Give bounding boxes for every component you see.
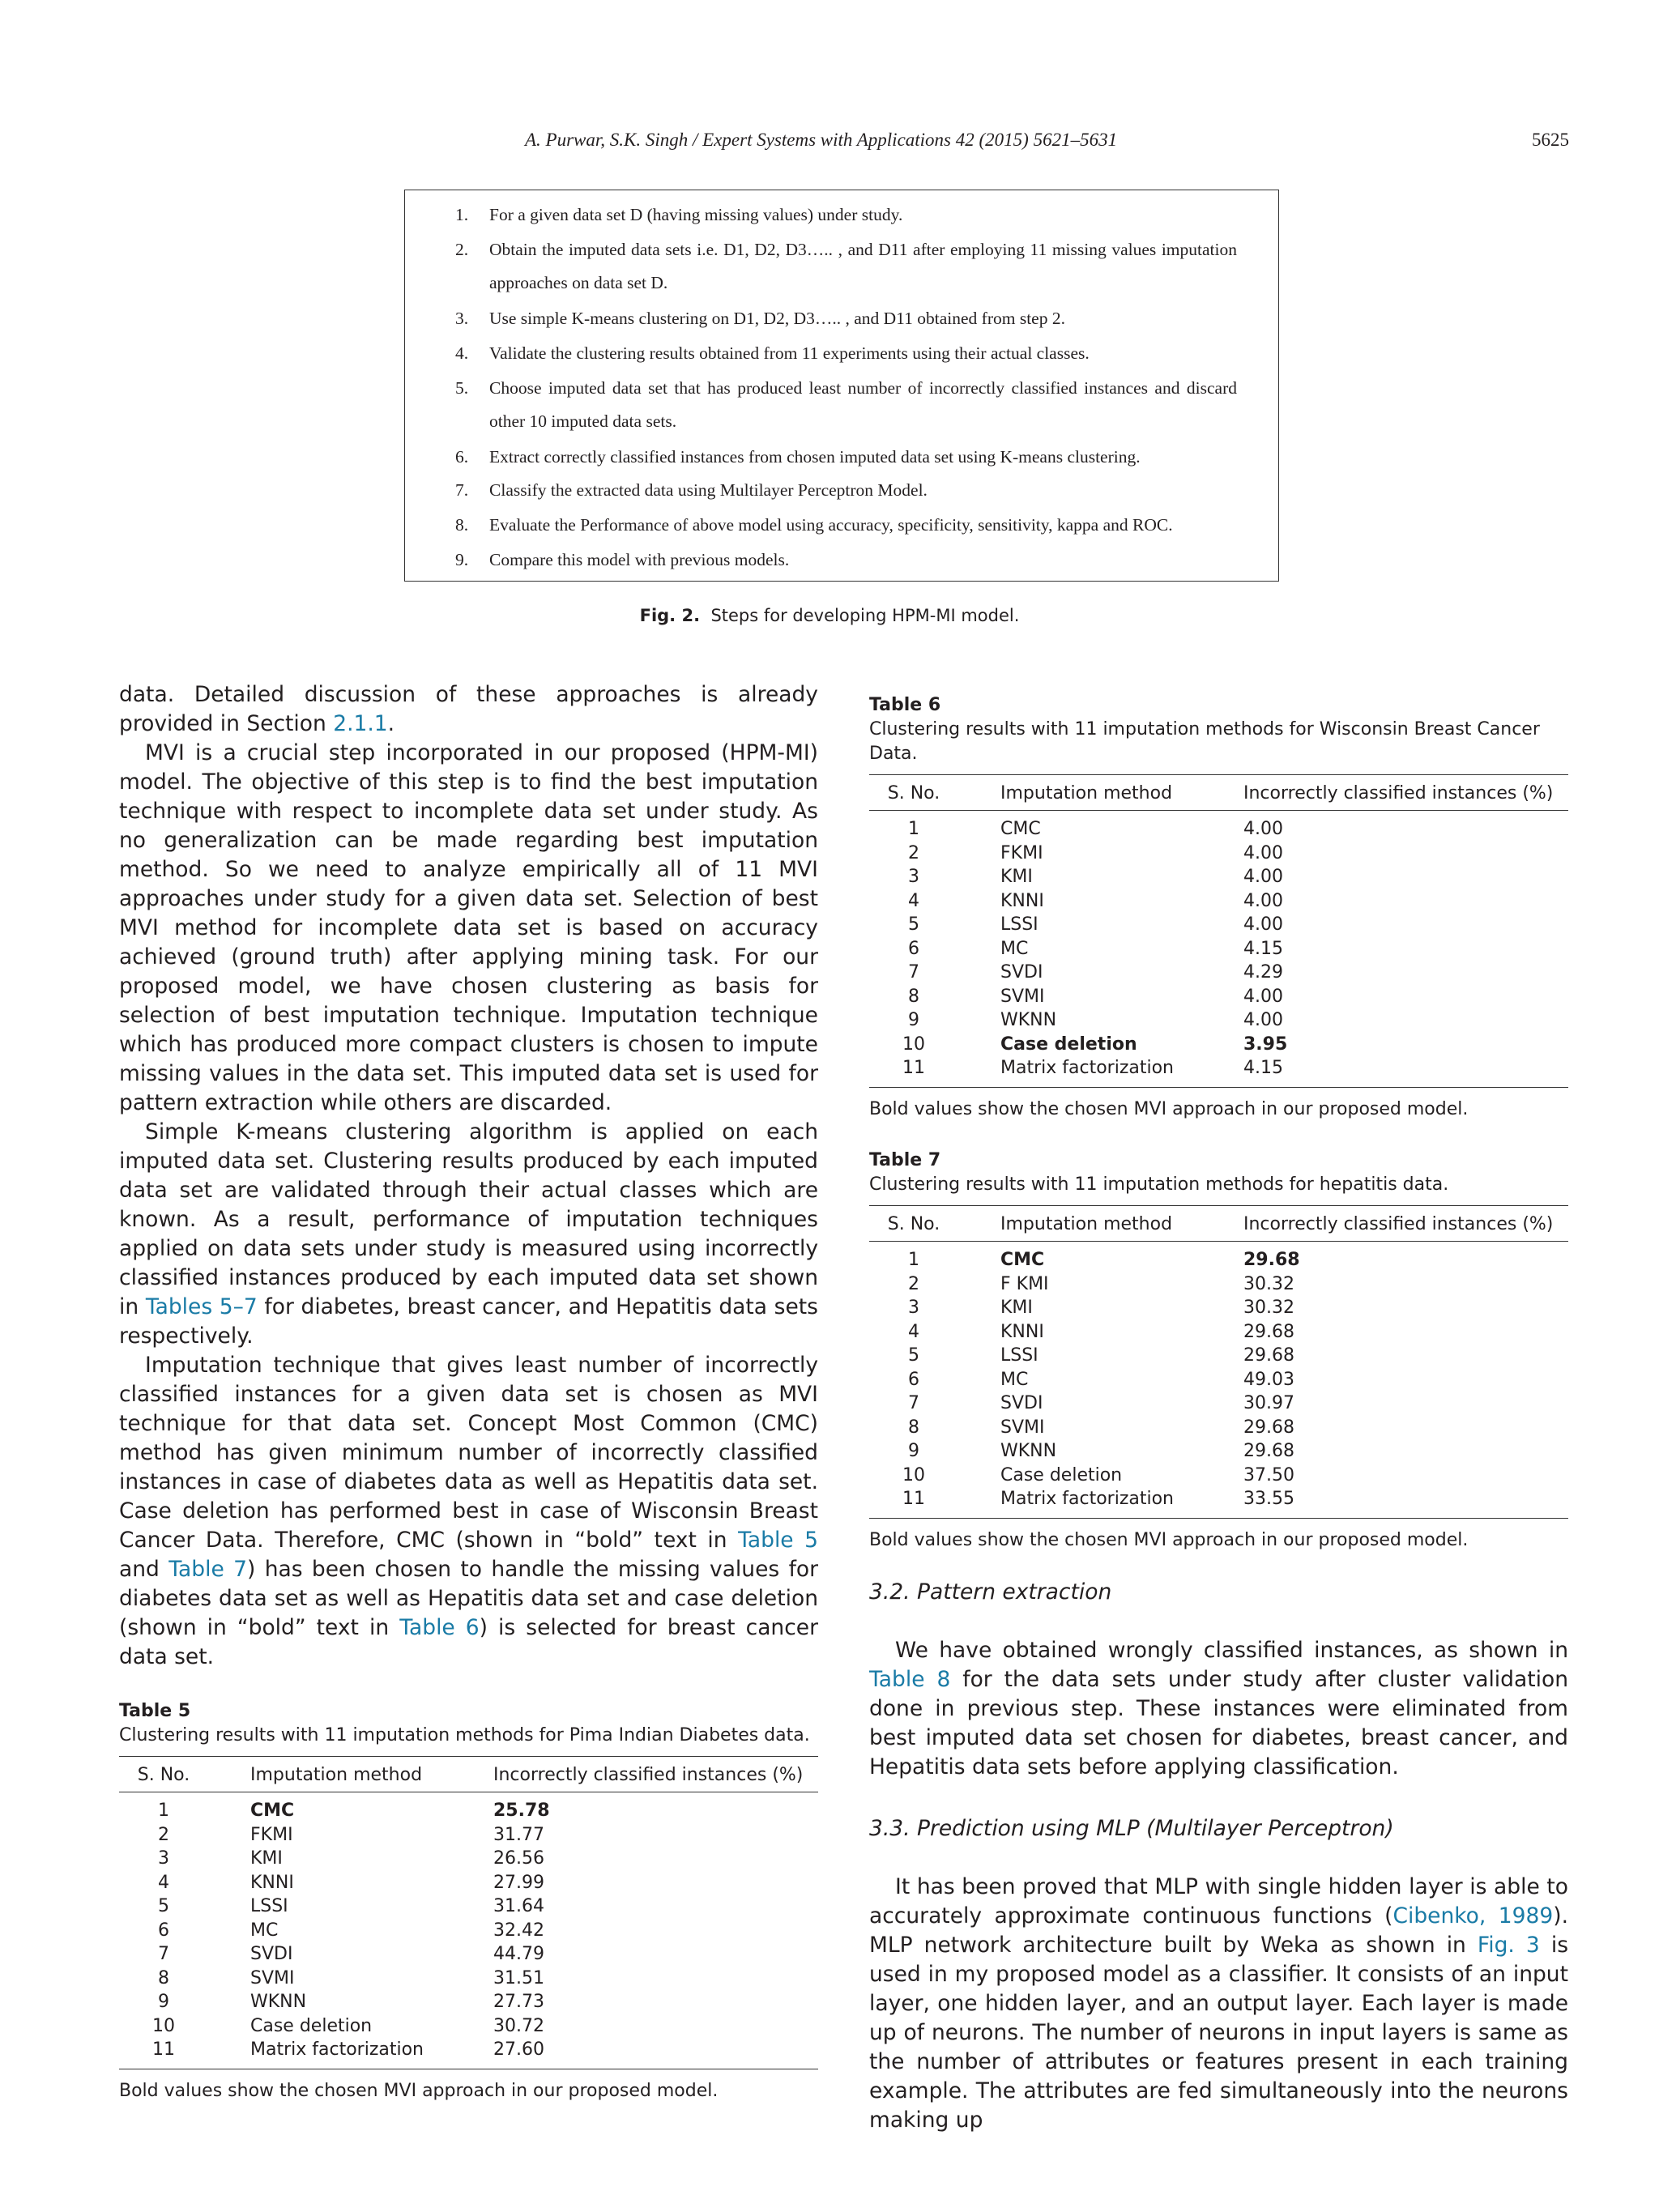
- step-number: 7.: [455, 480, 469, 500]
- incorrect-percent: 30.97: [1243, 1393, 1294, 1413]
- row-number: 4: [908, 1321, 919, 1342]
- row-number: 11: [119, 2038, 208, 2069]
- imputation-method: MC: [1000, 938, 1029, 959]
- results-table: [869, 1205, 1568, 1519]
- incorrect-percent: 4.00: [1243, 842, 1283, 863]
- table-caption: Clustering results with 11 imputation methods for Pima Indian Diabetes data.: [119, 1725, 810, 1745]
- incorrect-percent: 4.00: [1243, 890, 1283, 911]
- incorrect-percent: 4.00: [1243, 914, 1283, 935]
- table-row: [869, 1033, 1568, 1057]
- incorrect-percent: 29.68: [1243, 1417, 1294, 1438]
- table-row: [869, 1392, 1568, 1416]
- row-number: 9: [158, 1992, 169, 2012]
- step-number: 2.: [455, 240, 469, 259]
- incorrect-percent: 31.51: [493, 1967, 544, 1988]
- imputation-method: LSSI: [1000, 1345, 1038, 1366]
- step-text: Evaluate the Performance of above model using accuracy, specificity, sensitivity, kappa and ROC.: [489, 515, 1173, 535]
- table-row: [869, 811, 1568, 842]
- col-header: S. No.: [869, 1206, 958, 1242]
- imputation-method: KNNI: [250, 1872, 294, 1893]
- row-number: 2: [908, 842, 919, 863]
- table-body: [119, 1792, 818, 2069]
- step-text: Obtain the imputed data sets i.e. D1, D2, D3….. , and D11 after employing 11 missing values imputation approaches on data set D.: [489, 240, 1237, 292]
- table-row: [869, 865, 1568, 889]
- table-5: [119, 1699, 818, 2103]
- table-row: [869, 1056, 1568, 1087]
- incorrect-percent: 29.68: [1243, 1250, 1300, 1270]
- table-body: [869, 811, 1568, 1088]
- row-number: 7: [908, 1393, 919, 1413]
- paragraph: data. Detailed discussion of these approaches is already provided in Section 2.1.1.: [119, 682, 818, 736]
- imputation-method: CMC: [250, 1801, 295, 1821]
- table-row: [119, 1823, 818, 1848]
- imputation-method: WKNN: [250, 1992, 307, 2012]
- row-number: 8: [158, 1967, 169, 1988]
- table-note: Bold values show the chosen MVI approach in our proposed model.: [869, 1529, 1469, 1550]
- step-text: For a given data set D (having missing values) under study.: [489, 205, 903, 224]
- table-note: Bold values show the chosen MVI approach in our proposed model.: [119, 2080, 719, 2101]
- imputation-method: Case deletion: [1000, 1464, 1123, 1485]
- incorrect-percent: 32.42: [493, 1920, 544, 1941]
- running-header: A. Purwar, S.K. Singh / Expert Systems with Applications 42 (2015) 5621–5631: [525, 130, 1118, 150]
- row-number: 9: [908, 1441, 919, 1461]
- col-header: Incorrectly classified instances (%): [1243, 775, 1568, 811]
- incorrect-percent: 31.77: [493, 1824, 544, 1845]
- imputation-method: F KMI: [1000, 1273, 1049, 1294]
- row-number: 8: [908, 986, 919, 1007]
- table-row: [869, 985, 1568, 1009]
- step-3: [455, 302, 1237, 335]
- table-6: [869, 693, 1568, 1122]
- imputation-method: SVDI: [250, 1944, 293, 1964]
- step-7: [455, 474, 1237, 507]
- imputation-method: FKMI: [250, 1824, 293, 1845]
- step-1: [455, 198, 1237, 232]
- page-number: 5625: [1532, 130, 1569, 150]
- row-number: 6: [158, 1920, 169, 1941]
- step-9: [455, 543, 1237, 577]
- col-header: S. No.: [869, 775, 958, 811]
- imputation-method: KMI: [1000, 867, 1033, 887]
- imputation-method: SVMI: [1000, 986, 1045, 1007]
- incorrect-percent: 4.00: [1243, 1010, 1283, 1030]
- table-row: [119, 1990, 818, 2014]
- imputation-method: Matrix factorization: [958, 1056, 1243, 1087]
- table-row: [869, 1242, 1568, 1272]
- step-text: Use simple K-means clustering on D1, D2, D3….. , and D11 obtained from step 2.: [489, 309, 1065, 328]
- table-row: [869, 1464, 1568, 1488]
- table-row: [119, 1942, 818, 1967]
- paragraph: MVI is a crucial step incorporated in our proposed (HPM-MI) model. The objective of this step is to find the best imputation technique with respect to incomplete data set under study. As no generalization can be made regarding best imputation method. So we need to analyze empirically all of 11 MVI approaches under study for a given data set. Selection of best MVI method for incomplete data set is based on accuracy achieved (ground truth) after applying mining task. For our proposed model, we have chosen clustering as basis for selection of best imputation technique. Imputation technique which has produced more compact clusters is chosen to impute missing values in the data set. This imputed data set is used for pattern extraction while others are discarded.: [119, 740, 818, 1115]
- table-label: Table 5: [119, 1701, 191, 1721]
- row-number: 10: [152, 2015, 175, 2036]
- col-header: Imputation method: [958, 1206, 1243, 1242]
- table-row: [869, 961, 1568, 985]
- table-row: [119, 1919, 818, 1943]
- right-column-text: [869, 1578, 1568, 2135]
- col-header: S. No.: [119, 1757, 208, 1792]
- row-number: 1: [158, 1801, 169, 1821]
- row-number: 7: [158, 1944, 169, 1964]
- row-number: 5: [158, 1896, 169, 1916]
- imputation-method: MC: [250, 1920, 279, 1941]
- table-row: [119, 1847, 818, 1871]
- imputation-method: KMI: [250, 1848, 283, 1869]
- incorrect-percent: 30.72: [493, 2015, 544, 2036]
- incorrect-percent: 33.55: [1243, 1487, 1568, 1518]
- imputation-method: MC: [1000, 1369, 1029, 1390]
- figure-label: Fig. 2.: [639, 606, 701, 625]
- table-row: [119, 1871, 818, 1895]
- imputation-method: CMC: [1000, 819, 1041, 839]
- section-link[interactable]: 2.1.1: [333, 711, 388, 736]
- incorrect-percent: 26.56: [493, 1848, 544, 1869]
- row-number: 4: [908, 890, 919, 911]
- incorrect-percent: 4.00: [1243, 986, 1283, 1007]
- imputation-method: KNNI: [1000, 1321, 1044, 1342]
- imputation-method: SVDI: [1000, 1393, 1043, 1413]
- imputation-method: WKNN: [1000, 1010, 1057, 1030]
- incorrect-percent: 25.78: [493, 1801, 550, 1821]
- row-number: 2: [158, 1824, 169, 1845]
- table-caption: Clustering results with 11 imputation methods for hepatitis data.: [869, 1174, 1449, 1195]
- row-number: 1: [908, 819, 919, 839]
- table7-link[interactable]: Table 7: [168, 1557, 247, 1582]
- step-text: Compare this model with previous models.: [489, 550, 790, 569]
- table-row: [869, 1320, 1568, 1345]
- table-row: [869, 842, 1568, 866]
- imputation-method: SVMI: [250, 1967, 295, 1988]
- step-text: Validate the clustering results obtained from 11 experiments using their actual classes.: [489, 343, 1090, 363]
- results-table: [869, 774, 1568, 1088]
- table-caption: Clustering results with 11 imputation methods for Wisconsin Breast Cancer Data.: [869, 719, 1540, 764]
- figure3-link[interactable]: Fig. 3: [1477, 1933, 1540, 1958]
- row-number: 10: [902, 1034, 925, 1055]
- incorrect-percent: 4.00: [1243, 819, 1283, 839]
- step-number: 1.: [455, 205, 469, 224]
- row-number: 3: [158, 1848, 169, 1869]
- results-table: [119, 1756, 818, 2069]
- incorrect-percent: 30.32: [1243, 1273, 1294, 1294]
- step-5: [455, 372, 1237, 438]
- step-8: [455, 509, 1237, 542]
- paragraph: It has been proved that MLP with single hidden layer is able to accurately approximate continuous functions (Cibenko, 1989). MLP network architecture built by Weka as shown in Fig. 3 is used in my proposed model as a classifier. It consists of an input layer, one hidden layer, and an output layer. Each layer is made up of neurons. The number of neurons in input layers is same as the number of attributes or features present in each training example. The attributes are fed simultaneously into the neurons making up: [869, 1874, 1568, 2133]
- step-number: 3.: [455, 309, 469, 328]
- table-7: [869, 1149, 1568, 1553]
- step-2: [455, 233, 1237, 300]
- incorrect-percent: 27.73: [493, 1992, 544, 2012]
- row-number: 7: [908, 962, 919, 982]
- incorrect-percent: 4.00: [1243, 867, 1283, 887]
- row-number: 10: [902, 1464, 925, 1485]
- incorrect-percent: 27.99: [493, 1872, 544, 1893]
- table-body: [869, 1242, 1568, 1519]
- imputation-method: SVMI: [1000, 1417, 1045, 1438]
- figure-caption: [0, 606, 1659, 625]
- incorrect-percent: 49.03: [1243, 1369, 1294, 1390]
- table-row: [869, 1296, 1568, 1320]
- incorrect-percent: 31.64: [493, 1896, 544, 1916]
- table5-link[interactable]: Table 5: [738, 1528, 818, 1553]
- col-header: Imputation method: [958, 775, 1243, 811]
- table-row: [119, 2038, 818, 2069]
- step-number: 4.: [455, 343, 469, 363]
- row-number: 1: [908, 1250, 919, 1270]
- imputation-method: WKNN: [1000, 1441, 1057, 1461]
- figure-caption-text: Steps for developing HPM-MI model.: [710, 606, 1020, 625]
- table-row: [869, 1439, 1568, 1464]
- imputation-method: Case deletion: [1000, 1034, 1137, 1055]
- table-row: [119, 1967, 818, 1991]
- col-header: Incorrectly classified instances (%): [493, 1757, 818, 1792]
- table-label: Table 6: [869, 695, 941, 715]
- step-number: 9.: [455, 550, 469, 569]
- step-number: 5.: [455, 378, 469, 398]
- col-header: Imputation method: [208, 1757, 493, 1792]
- imputation-method: Case deletion: [250, 2015, 373, 2036]
- step-number: 6.: [455, 447, 469, 467]
- incorrect-percent: 27.60: [493, 2038, 818, 2069]
- row-number: 5: [908, 914, 919, 935]
- step-6: [455, 441, 1237, 474]
- table-row: [869, 937, 1568, 961]
- step-text: Classify the extracted data using Multilayer Perceptron Model.: [489, 480, 928, 500]
- incorrect-percent: 4.29: [1243, 962, 1283, 982]
- imputation-method: KMI: [1000, 1298, 1033, 1318]
- step-text: Extract correctly classified instances from chosen imputed data set using K-means clustering.: [489, 447, 1141, 467]
- table-note: Bold values show the chosen MVI approach in our proposed model.: [869, 1098, 1469, 1119]
- imputation-method: Matrix factorization: [208, 2038, 493, 2069]
- incorrect-percent: 29.68: [1243, 1321, 1294, 1342]
- imputation-method: KNNI: [1000, 890, 1044, 911]
- imputation-method: LSSI: [250, 1896, 288, 1916]
- table-label: Table 7: [869, 1150, 941, 1170]
- incorrect-percent: 3.95: [1243, 1034, 1288, 1055]
- imputation-method: FKMI: [1000, 842, 1043, 863]
- table-row: [869, 1344, 1568, 1368]
- paragraph: We have obtained wrongly classified instances, as shown in Table 8 for the data sets under study after cluster validation done in previous step. These instances were eliminated from best imputed data set chosen for diabetes, breast cancer, and Hepatitis data sets before applying classification.: [869, 1638, 1568, 1779]
- table-row: [119, 2014, 818, 2039]
- left-column-text: [119, 680, 818, 1672]
- figure-steps-box: [404, 190, 1279, 582]
- table-row: [869, 889, 1568, 914]
- row-number: 11: [869, 1487, 958, 1518]
- incorrect-percent: 4.15: [1243, 1056, 1568, 1087]
- imputation-method: SVDI: [1000, 962, 1043, 982]
- table8-link[interactable]: Table 8: [869, 1667, 951, 1692]
- section-heading: 3.3. Prediction using MLP (Multilayer Perceptron): [869, 1816, 1394, 1841]
- row-number: 6: [908, 938, 919, 959]
- step-text: Choose imputed data set that has produced least number of incorrectly classified instances and discard other 10 imputed data sets.: [489, 378, 1237, 431]
- row-number: 3: [908, 1298, 919, 1318]
- table-row: [119, 1792, 818, 1823]
- paragraph: Simple K-means clustering algorithm is applied on each imputed data set. Clustering results produced by each imputed data set are validated through their actual classes which are known. As a result, performance of imputation techniques applied on data sets under study is measured using incorrectly classified instances produced by each imputed data set shown in Tables 5–7 for diabetes, breast cancer, and Hepatitis data sets respectively.: [119, 1119, 818, 1349]
- row-number: 11: [869, 1056, 958, 1087]
- incorrect-percent: 30.32: [1243, 1298, 1294, 1318]
- row-number: 8: [908, 1417, 919, 1438]
- table-row: [869, 1368, 1568, 1392]
- row-number: 9: [908, 1010, 919, 1030]
- step-number: 8.: [455, 515, 469, 535]
- table-row: [869, 1487, 1568, 1518]
- imputation-method: Matrix factorization: [958, 1487, 1243, 1518]
- row-number: 5: [908, 1345, 919, 1366]
- incorrect-percent: 44.79: [493, 1944, 544, 1964]
- row-number: 6: [908, 1369, 919, 1390]
- citation-link[interactable]: Cibenko, 1989: [1392, 1903, 1554, 1929]
- incorrect-percent: 4.15: [1243, 938, 1283, 959]
- row-number: 2: [908, 1273, 919, 1294]
- row-number: 3: [908, 867, 919, 887]
- row-number: 4: [158, 1872, 169, 1893]
- incorrect-percent: 29.68: [1243, 1345, 1294, 1366]
- incorrect-percent: 37.50: [1243, 1464, 1294, 1485]
- incorrect-percent: 29.68: [1243, 1441, 1294, 1461]
- imputation-method: LSSI: [1000, 914, 1038, 935]
- table-row: [119, 1894, 818, 1919]
- section-heading: 3.2. Pattern extraction: [869, 1579, 1112, 1605]
- step-4: [455, 337, 1237, 370]
- table-row: [869, 913, 1568, 937]
- tables-link[interactable]: Tables 5–7: [145, 1294, 258, 1319]
- table-row: [869, 1416, 1568, 1440]
- paragraph: Imputation technique that gives least number of incorrectly classified instances for a given data set is chosen as MVI technique for that data set. Concept Most Common (CMC) method has given minimum number of incorrectly classified instances in case of diabetes data as well as Hepatitis data set. Case deletion has performed best in case of Wisconsin Breast Cancer Data. Therefore, CMC (shown in “bold” text in Table 5 and Table 7) has been chosen to handle the missing values for diabetes data set as well as Hepatitis data set and case deletion (shown in “bold” text in Table 6) is selected for breast cancer data set.: [119, 1353, 819, 1669]
- table-row: [869, 1008, 1568, 1033]
- col-header: Incorrectly classified instances (%): [1243, 1206, 1568, 1242]
- table6-link[interactable]: Table 6: [399, 1615, 480, 1640]
- table-row: [869, 1272, 1568, 1297]
- imputation-method: CMC: [1000, 1250, 1045, 1270]
